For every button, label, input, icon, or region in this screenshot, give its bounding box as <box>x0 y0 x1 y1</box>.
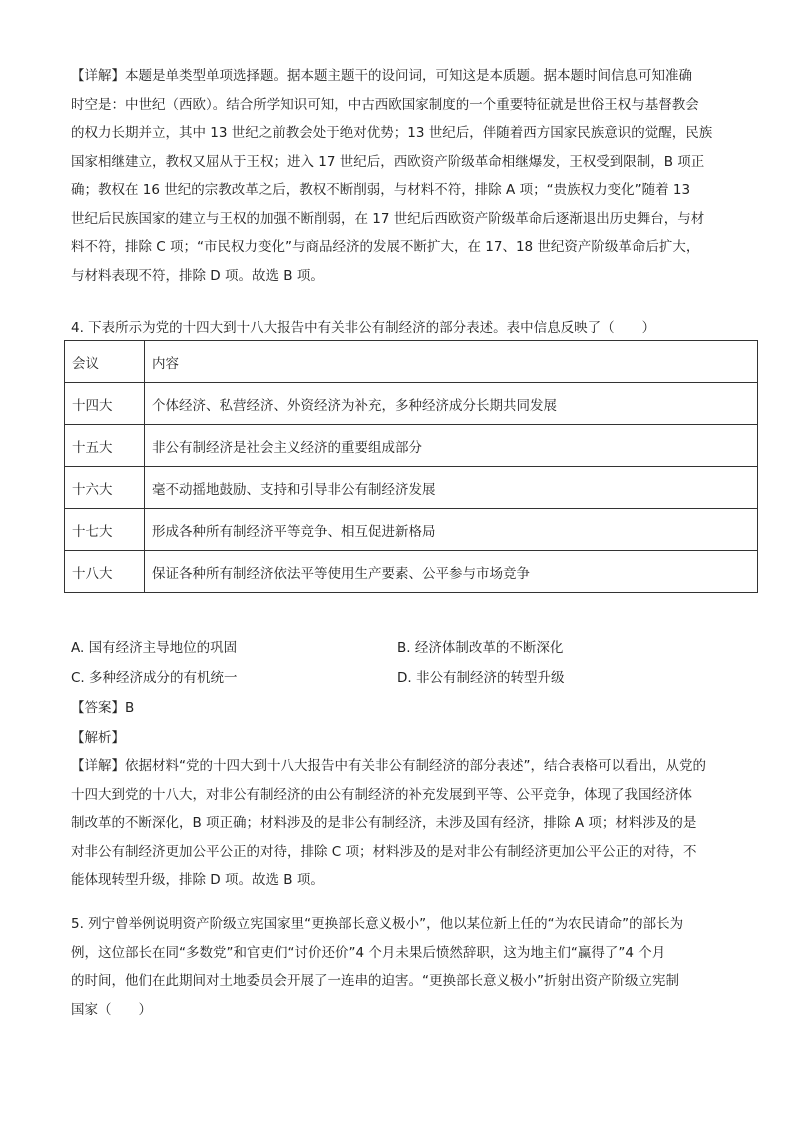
table-row <box>65 425 758 467</box>
q4-explanation <box>71 752 731 895</box>
table-header-row <box>65 341 758 383</box>
table-row <box>65 509 758 551</box>
text-line: 确；教权在 16 世纪的宗教改革之后，教权不断削弱，与材料不符，排除 A 项；“贵族权力变化”随着 13 <box>71 182 691 198</box>
table-cell-content: 形成各种所有制经济平等竞争、相互促进新格局 <box>145 509 758 551</box>
text-line: 的权力长期并立，其中 13 世纪之前教会处于绝对优势；13 世纪后，伴随着西方国家民族意识的觉醒，民族 <box>71 125 713 141</box>
text-line: 【详解】本题是单类型单项选择题。据本题主题干的设问词，可知这是本质题。据本题时间信息可知准确 <box>71 68 692 84</box>
table-header-cell: 内容 <box>145 341 758 383</box>
table-cell-content: 个体经济、私营经济、外资经济为补充，多种经济成分长期共同发展 <box>145 383 758 425</box>
option-b: B. 经济体制改革的不断深化 <box>397 640 564 656</box>
table-cell-meeting: 十六大 <box>65 467 145 509</box>
table-row <box>65 551 758 593</box>
text-line: 制改革的不断深化，B 项正确；材料涉及的是非公有制经济，未涉及国有经济，排除 A 项；材料涉及的是 <box>71 815 697 831</box>
q3-explanation <box>71 62 731 290</box>
text-line: 例，这位部长在同“多数党”和官吏们“讨价还价”4 个月未果后愤然辞职，这为地主们“赢得了”4 个月 <box>71 944 666 961</box>
text-line: 料不符，排除 C 项；“市民权力变化”与商品经济的发展不断扩大，在 17、18 世纪资产阶级革命后扩大， <box>71 239 700 255</box>
text-line: 十四大到党的十八大，对非公有制经济的由公有制经济的补充发展到平等、公平竞争，体现了我国经济体 <box>71 786 692 803</box>
option-a: A. 国有经济主导地位的巩固 <box>71 640 238 656</box>
table-cell-content: 毫不动摇地鼓励、支持和引导非公有制经济发展 <box>145 467 758 509</box>
text-line: 世纪后民族国家的建立与王权的加强不断削弱，在 17 世纪后西欧资产阶级革命后逐渐退出历史舞台，与材 <box>71 210 705 227</box>
text-line: 【详解】依据材料“党的十四大到十八大报告中有关非公有制经济的部分表述”，结合表格可以看出，从党的 <box>71 758 706 774</box>
text-line: 与材料表现不符，排除 D 项。故选 B 项。 <box>71 267 324 284</box>
option-d: D. 非公有制经济的转型升级 <box>397 670 565 686</box>
table-cell-meeting: 十七大 <box>65 509 145 551</box>
q4-table <box>64 340 758 593</box>
text-line: 的时间，他们在此期间对土地委员会开展了一连串的迫害。“更换部长意义极小”折射出资产阶级立宪制 <box>71 973 679 989</box>
text-line: 时空是：中世纪（西欧）。结合所学知识可知，中古西欧国家制度的一个重要特征就是世俗王权与基督教会 <box>71 96 699 113</box>
answer-label: 【答案】B <box>71 700 135 716</box>
text-line: 能体现转型升级，排除 D 项。故选 B 项。 <box>71 872 324 888</box>
table-cell-meeting: 十五大 <box>65 425 145 467</box>
text-line: 5. 列宁曾举例说明资产阶级立宪国家里“更换部长意义极小”，他以某位新上任的“为农民请命”的部长为 <box>71 916 684 932</box>
text-line: 对非公有制经济更加公平公正的对待，排除 C 项；材料涉及的是对非公有制经济更加公平公正的对待，不 <box>71 843 697 860</box>
q4-stem: 4. 下表所示为党的十四大到十八大报告中有关非公有制经济的部分表述。表中信息反映了（ ） <box>71 320 656 336</box>
table-cell-meeting: 十八大 <box>65 551 145 593</box>
table-row <box>65 467 758 509</box>
table-cell-content: 保证各种所有制经济依法平等使用生产要素、公平参与市场竞争 <box>145 551 758 593</box>
table-cell-content: 非公有制经济是社会主义经济的重要组成部分 <box>145 425 758 467</box>
q5-stem <box>71 910 731 1024</box>
text-line: 国家相继建立，教权又屈从于王权；进入 17 世纪后，西欧资产阶级革命相继爆发，王权受到限制，B 项正 <box>71 153 705 170</box>
text-line: 国家（ ） <box>71 1001 152 1018</box>
table-cell-meeting: 十四大 <box>65 383 145 425</box>
table-header-cell: 会议 <box>65 341 145 383</box>
table-row <box>65 383 758 425</box>
option-c: C. 多种经济成分的有机统一 <box>71 670 238 686</box>
analysis-label: 【解析】 <box>71 730 125 746</box>
